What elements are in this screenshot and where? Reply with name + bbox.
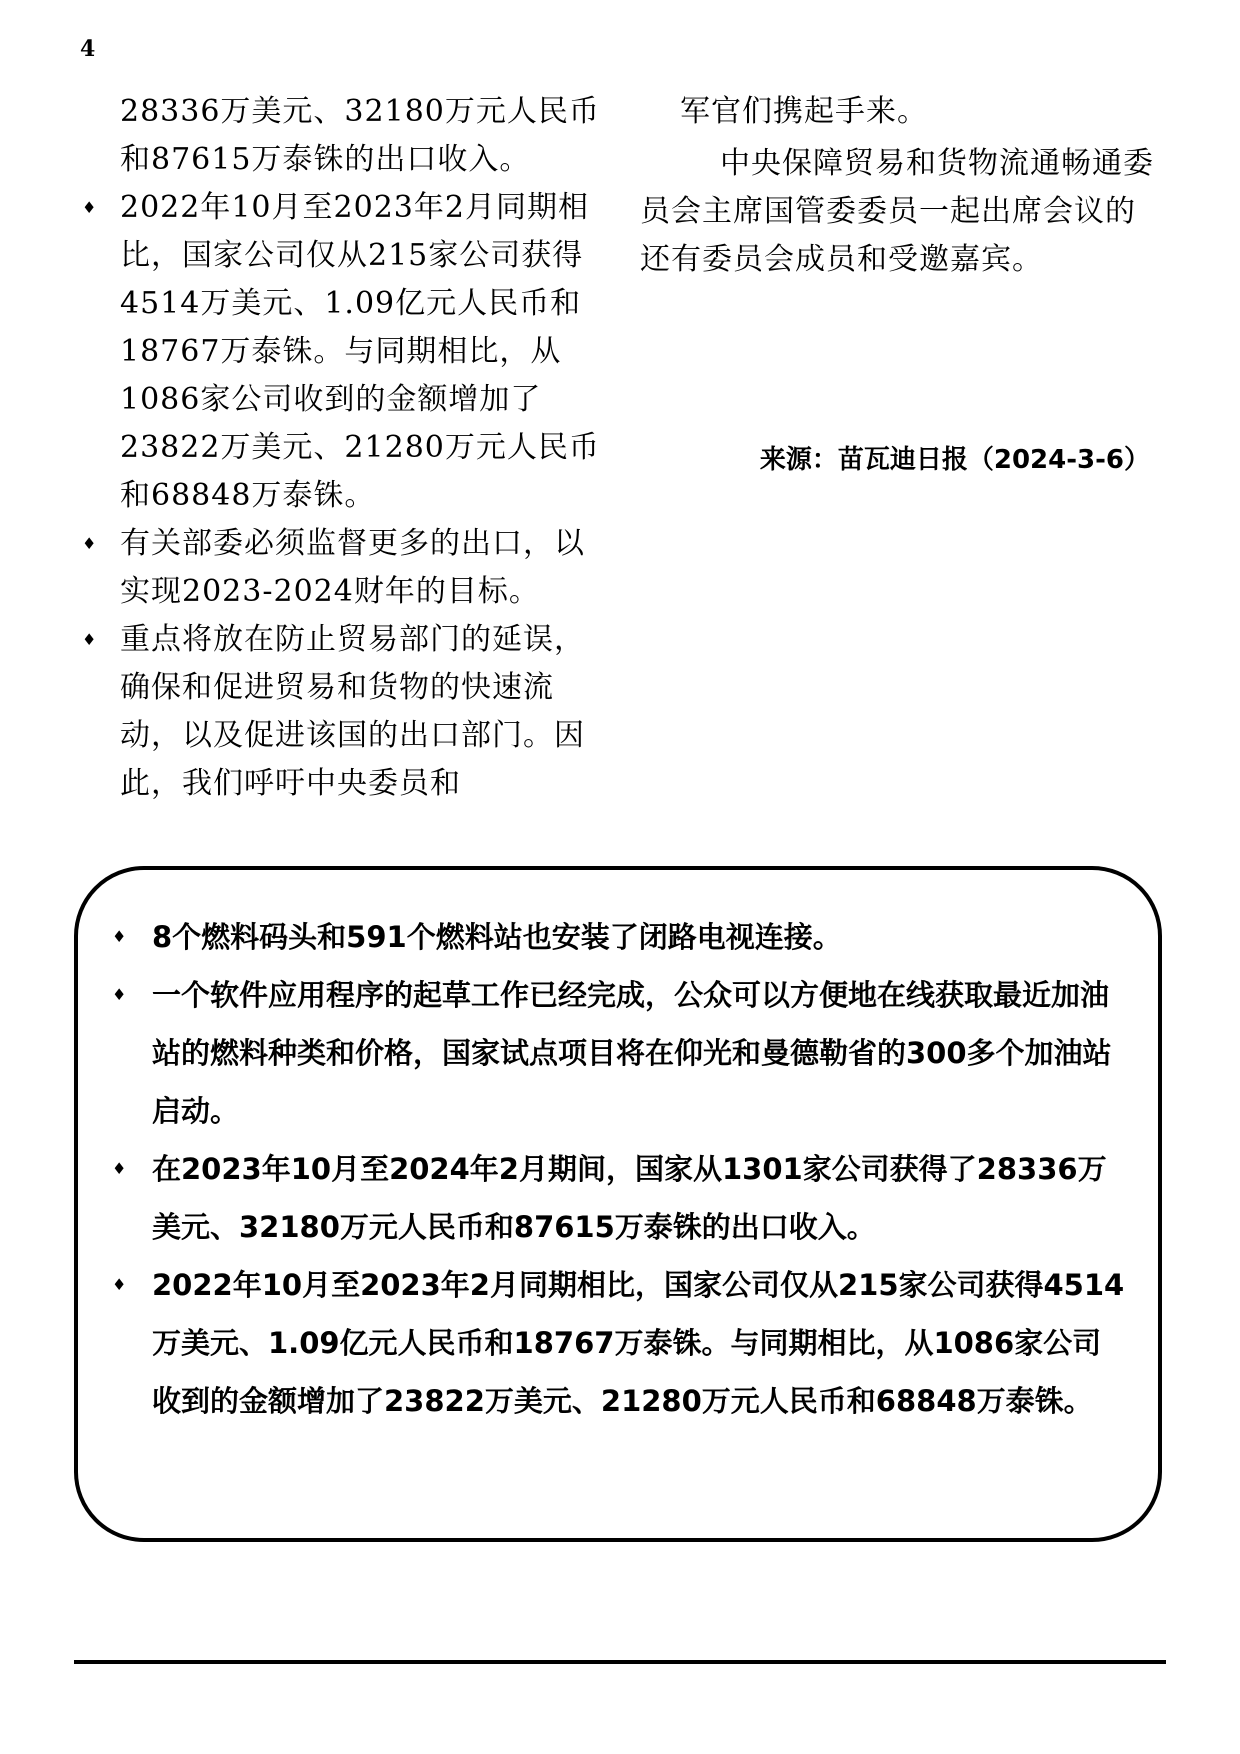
list-item-text: 有关部委必须监督更多的出口，以实现2023-2024财年的目标。 — [120, 526, 585, 609]
list-item-text: 8个燃料码头和591个燃料站也安装了闭路电视连接。 — [152, 920, 842, 954]
diamond-bullet-icon: ♦ — [112, 1159, 127, 1178]
paragraph-continuation: 军官们携起手来。 — [680, 94, 928, 129]
list-item-text: 重点将放在防止贸易部门的延误，确保和促进贸易和货物的快速流动，以及促进该国的出口部门。因此，我们呼吁中央委员和 — [120, 622, 585, 801]
list-item-text: 2022年10月至2023年2月同期相比，国家公司仅从215家公司获得4514万美元、1.09亿元人民币和18767万泰铢。与同期相比，从1086家公司收到的金额增加了23822万美元、21280万元人民币和68848万泰铢。 — [120, 190, 600, 513]
source-citation: 来源：苗瓦迪日报（2024-3-6） — [759, 445, 1150, 475]
list-item-text: 一个软件应用程序的起草工作已经完成，公众可以方便地在线获取最近加油站的燃料种类和价格，国家试点项目将在仰光和曼德勒省的300多个加油站启动。 — [152, 978, 1112, 1128]
paragraph: 中央保障贸易和货物流通畅通委员会主席国管委委员一起出席会议的还有委员会成员和受邀嘉宾。 — [640, 146, 1154, 277]
list-item-text: 2022年10月至2023年2月同期相比，国家公司仅从215家公司获得4514万美元、1.09亿元人民币和18767万泰铢。与同期相比，从1086家公司收到的金额增加了23822万美元、21280万元人民币和68848万泰铢。 — [152, 1268, 1125, 1418]
list-item — [78, 616, 608, 808]
left-column — [78, 88, 608, 808]
list-item — [78, 520, 608, 616]
page-number: 4 — [80, 36, 96, 62]
list-item-text: 28336万美元、32180万元人民币和87615万泰铢的出口收入。 — [120, 94, 600, 177]
footer-divider — [74, 1660, 1166, 1664]
list-item — [112, 908, 1128, 966]
diamond-bullet-icon: ♦ — [112, 1275, 127, 1294]
list-item — [112, 1256, 1128, 1430]
diamond-bullet-icon: ♦ — [112, 927, 127, 946]
diamond-bullet-icon: ♦ — [82, 630, 98, 649]
diamond-bullet-icon: ♦ — [82, 198, 98, 217]
list-item — [112, 966, 1128, 1140]
list-item — [78, 88, 608, 184]
left-column-list — [78, 88, 608, 808]
diamond-bullet-icon: ♦ — [112, 985, 127, 1004]
highlight-box — [74, 866, 1162, 1542]
list-item — [78, 184, 608, 520]
list-item — [112, 1140, 1128, 1256]
highlight-list — [78, 870, 1158, 1430]
diamond-bullet-icon: ♦ — [82, 534, 98, 553]
right-column — [640, 88, 1160, 284]
list-item-text: 在2023年10月至2024年2月期间，国家从1301家公司获得了28336万美元、32180万元人民币和87615万泰铢的出口收入。 — [152, 1152, 1107, 1244]
